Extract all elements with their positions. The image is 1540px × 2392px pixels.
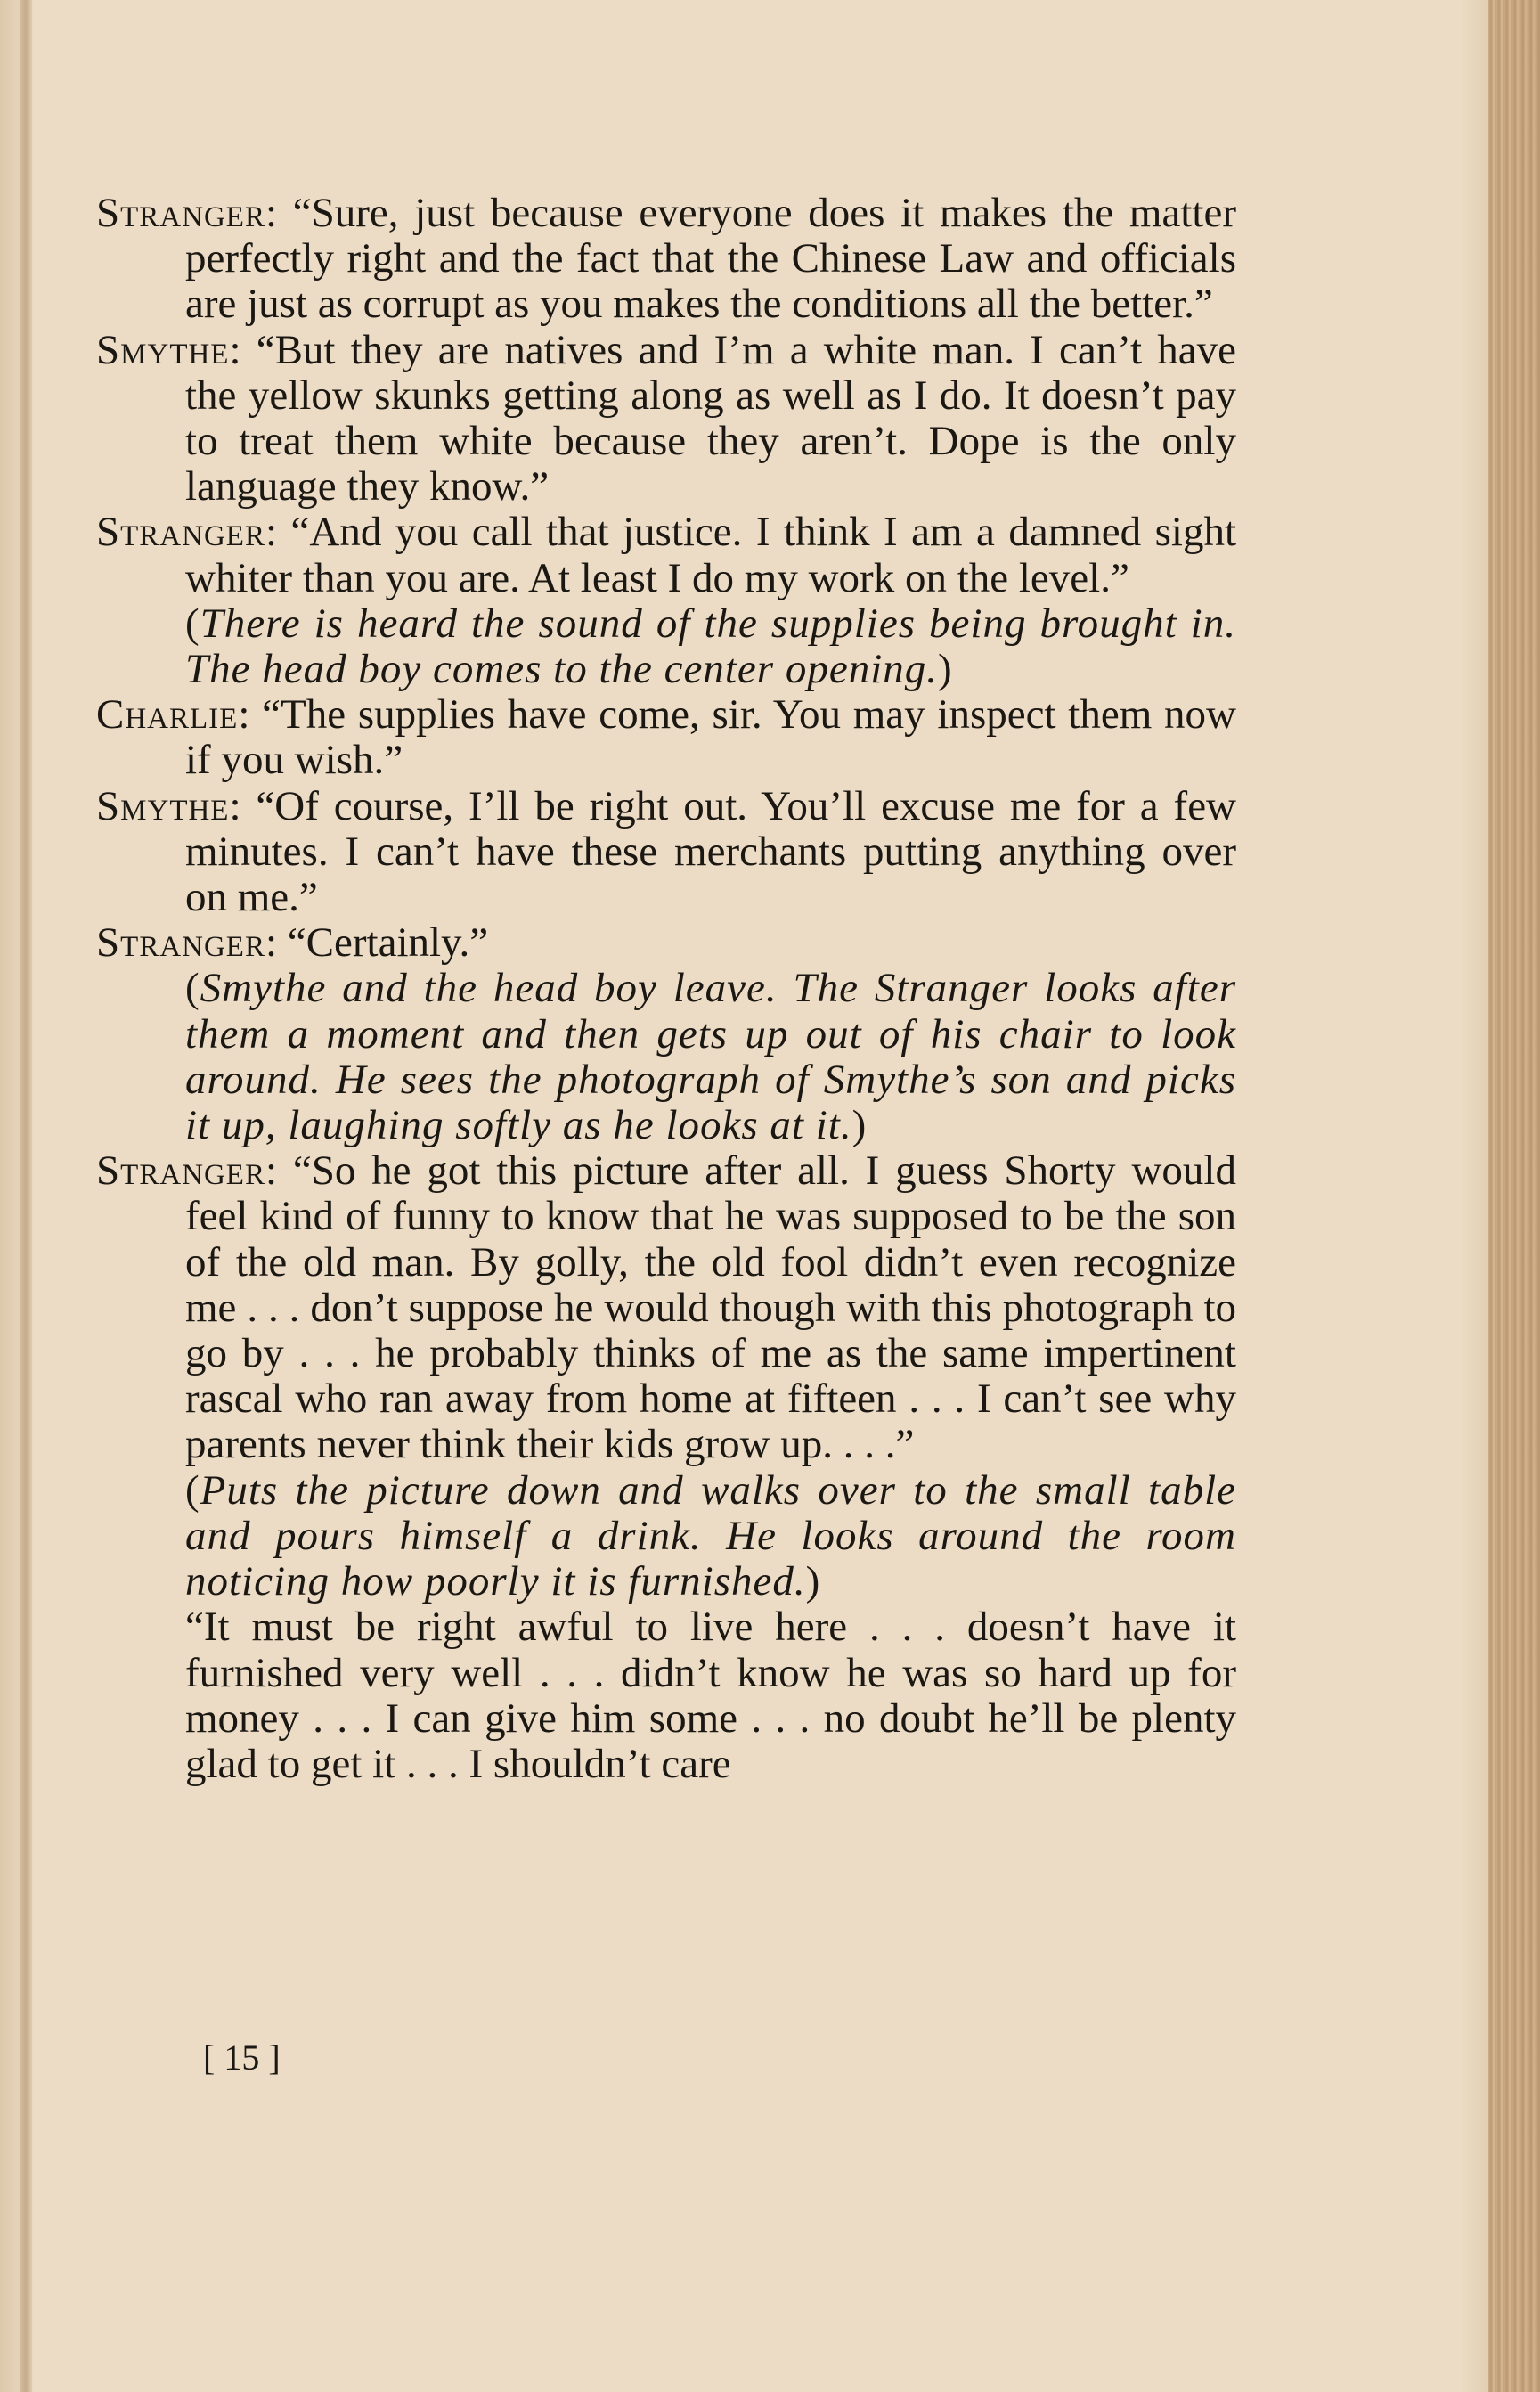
script-text — [96, 191, 1236, 1787]
dialogue-text: “So he got this picture after all. I guess Shorty would feel kind of funny to know that he was supposed to be the son of the old man. By golly, the old fool didn’t even recognize me . . . don’t suppose he would though with this photograph to go by . . . he probably thinks of me as the same impertinent rascal who ran away from home at fifteen . . . I can’t see why parents never think their kids grow up. . . .” — [185, 1147, 1236, 1468]
speaker-name: Stranger — [96, 919, 265, 967]
dialogue-continuation: “It must be right awful to live here . . . doesn’t have it furnished very well . . . didn’t know he was so hard up for money . . . I can give him some . . . no doubt he’ll be plenty glad to get it . . . I shouldn’t care — [185, 1604, 1236, 1787]
speaker-name: Smythe — [96, 782, 230, 829]
dialogue-text: “Certainly.” — [287, 919, 489, 967]
page-edge-shadow — [20, 0, 32, 2392]
dialogue-line: Smythe: “Of course, I’ll be right out. You’ll excuse me for a few minutes. I can’t have these merchants putting anything over on me.” — [96, 782, 1236, 921]
stage-direction-text: There is heard the sound of the supplies being brought in. The head boy comes to the center opening. — [185, 600, 1236, 693]
page-number: [ 15 ] — [203, 2037, 281, 2078]
speaker-name: Charlie — [96, 691, 239, 739]
speaker-name: Stranger — [96, 509, 265, 556]
stage-direction-text: Smythe and the head boy leave. The Stranger looks after them a moment and then gets up out of his chair to look around. He sees the photograph of Smythe’s son and picks it up, laughing softly as he looks at it. — [185, 965, 1236, 1149]
speaker-name: Stranger — [96, 190, 265, 236]
dialogue-line: Stranger: “So he got this picture after all. I guess Shorty would feel kind of funny to know that he was supposed to be the son of the old man. By golly, the old fool didn’t even recognize me . . . don’t suppose he would though with this photograph to go by . . . he probably thinks of me as the same impertinent rascal who ran away from home at fifteen . . . I can’t see why parents never think their kids grow up. . . .” — [96, 1147, 1236, 1468]
dialogue-line: Stranger: “And you call that justice. I think I am a damned sight whiter than you are. At least I do my work on the level.” — [96, 509, 1236, 601]
dialogue-text: “But they are natives and I’m a white man. I can’t have the yellow skunks getting along as well as I do. It doesn’t pay to treat them white because they aren’t. Dope is the only language they know.” — [185, 326, 1236, 510]
dialogue-text: “Sure, just because everyone does it makes the matter perfectly right and the fact that the Chinese Law and officials are just as corrupt as you makes the conditions all the better.” — [185, 190, 1236, 328]
stage-direction: (There is heard the sound of the supplies being brought in. The head boy comes to the center opening.) — [185, 600, 1236, 693]
dialogue-text: “The supplies have come, sir. You may inspect them now if you wish.” — [185, 691, 1237, 784]
stage-direction: (Puts the picture down and walks over to the small table and pours himself a drink. He looks around the room noticing how poorly it is furnished.) — [185, 1466, 1236, 1605]
speaker-name: Stranger — [96, 1147, 265, 1195]
stage-direction-text: Puts the picture down and walks over to the small table and pours himself a drink. He looks around the room noticing how poorly it is furnished. — [185, 1466, 1236, 1605]
dialogue-text: “And you call that justice. I think I am a damned sight whiter than you are. At least I do my work on the level.” — [185, 509, 1236, 601]
dialogue-line: Stranger: “Certainly.” — [96, 919, 489, 967]
dialogue-line: Smythe: “But they are natives and I’m a white man. I can’t have the yellow skunks getting along as well as I do. It doesn’t pay to treat them white because they aren’t. Dope is the only language they know.” — [96, 326, 1236, 510]
stage-direction: (Smythe and the head boy leave. The Stranger looks after them a moment and then gets up out of his chair to look around. He sees the photograph of Smythe’s son and picks it up, laughing softly as he looks at it.) — [185, 965, 1236, 1149]
dialogue-line: Charlie: “The supplies have come, sir. You may inspect them now if you wish.” — [96, 691, 1237, 784]
dialogue-text: “Of course, I’ll be right out. You’ll excuse me for a few minutes. I can’t have these merchants putting anything over on me.” — [185, 782, 1236, 921]
speaker-name: Smythe — [96, 326, 230, 373]
book-spine-edge — [1488, 0, 1540, 2392]
dialogue-line: Stranger: “Sure, just because everyone does it makes the matter perfectly right and the fact that the Chinese Law and officials are just as corrupt as you makes the conditions all the better.” — [96, 190, 1236, 328]
